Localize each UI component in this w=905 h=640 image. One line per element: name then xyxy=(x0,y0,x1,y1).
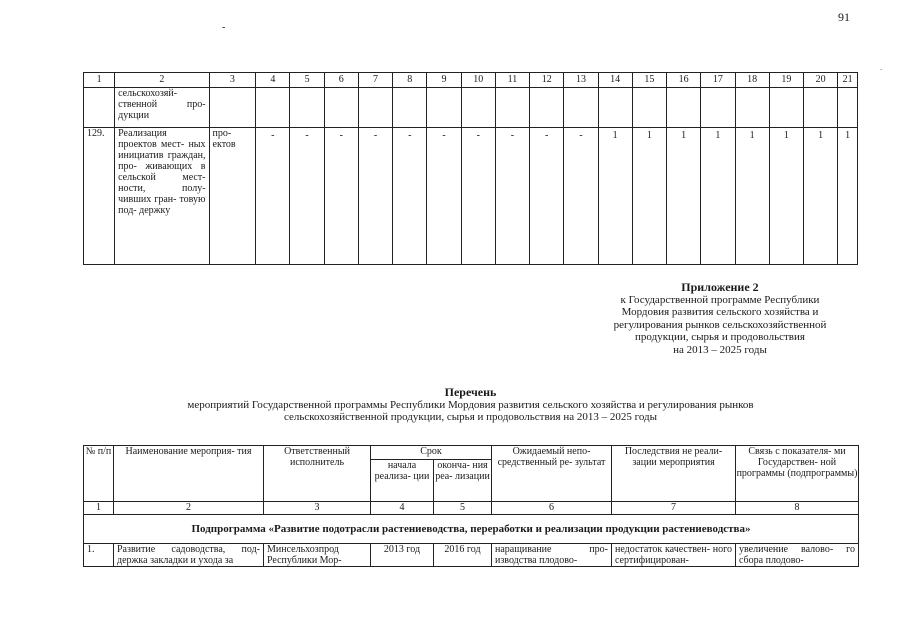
col-number: 5 xyxy=(290,73,324,88)
subprogram-row xyxy=(84,515,859,544)
col-number: 14 xyxy=(598,73,632,88)
link-cell: увеличение валово- го сбора плодово- xyxy=(739,544,855,566)
header-row xyxy=(84,446,859,460)
col-number: 10 xyxy=(461,73,495,88)
appendix-line: Мордовия развития сельского хозяйства и xyxy=(621,306,819,318)
dash-mark: - xyxy=(222,22,226,33)
column-number-row xyxy=(84,502,859,515)
col-number: 7 xyxy=(612,502,736,515)
value-cell: - xyxy=(358,128,392,265)
value-cell: - xyxy=(290,128,324,265)
header-end: оконча- ния реа- лизации xyxy=(434,460,492,502)
appendix-title: Приложение 2 xyxy=(681,280,759,294)
header-start: начала реализа- ции xyxy=(371,460,434,502)
appendix-line: продукции, сырья и продовольствия xyxy=(635,331,805,343)
unit-cell: про- ектов xyxy=(209,128,256,265)
value-cell: - xyxy=(530,128,564,265)
value-cell: - xyxy=(427,128,461,265)
list-title: Перечень xyxy=(444,385,497,399)
list-subtitle-line: сельскохозяйственной продукции, сырья и продовольствия на 2013 – 2025 годы xyxy=(283,411,658,423)
value-cell: 1 xyxy=(769,128,803,265)
value-cell: - xyxy=(461,128,495,265)
col-number: 20 xyxy=(803,73,837,88)
col-number: 21 xyxy=(838,73,858,88)
end-cell: 2016 год xyxy=(444,544,481,555)
header-result: Ожидаемый непо- средственный ре- зультат xyxy=(492,446,612,502)
subprogram-title: Подпрограмма «Развитие подотрасли растениеводства, переработки и реализации продукции растениеводства» xyxy=(84,515,859,544)
value-cell: - xyxy=(564,128,598,265)
header-executor: Ответственный исполнитель xyxy=(264,446,371,502)
col-number: 8 xyxy=(736,502,859,515)
continuation-table xyxy=(83,72,858,265)
appendix-header xyxy=(560,281,880,356)
edge-dot: . xyxy=(880,62,883,72)
col-number: 3 xyxy=(264,502,371,515)
result-cell: наращивание про- изводства плодово- xyxy=(495,544,608,566)
col-number: 2 xyxy=(114,502,264,515)
value-cell: 1 xyxy=(632,128,666,265)
measures-table xyxy=(83,445,859,567)
value-cell: 1 xyxy=(838,128,858,265)
value-cell: - xyxy=(495,128,529,265)
col-number: 4 xyxy=(371,502,434,515)
table-row xyxy=(84,88,858,128)
col-number: 6 xyxy=(324,73,358,88)
col-number: 13 xyxy=(564,73,598,88)
list-subtitle-line: мероприятий Государственной программы Республики Мордовия развития сельского хозяйства и регулирования рынков xyxy=(187,398,754,411)
value-cell: - xyxy=(256,128,290,265)
header-link: Связь с показателя- ми Государствен- ной программы (подпрограммы) xyxy=(736,446,859,502)
col-number: 4 xyxy=(256,73,290,88)
col-number: 2 xyxy=(115,73,209,88)
consequences-cell: недостаток качествен- ного сертифицирован- xyxy=(615,544,732,566)
col-number: 18 xyxy=(735,73,769,88)
value-cell: 1 xyxy=(598,128,632,265)
measure-name-cell: Реализация проектов мест- ных инициатив граждан, про- живающих в сельской мест- ности, полу- чивших гран- товую под- держку xyxy=(115,128,209,265)
col-number: 16 xyxy=(667,73,701,88)
col-number: 9 xyxy=(427,73,461,88)
appendix-line: регулирования рынков сельскохозяйственной xyxy=(613,318,827,331)
value-cell: 1 xyxy=(667,128,701,265)
header-name: Наименование мероприя- тия xyxy=(114,446,264,502)
appendix-line: на 2013 – 2025 годы xyxy=(673,343,767,356)
table-row xyxy=(84,128,858,265)
column-number-row xyxy=(84,73,858,88)
header-term: Срок xyxy=(371,446,492,460)
header-consequences: Последствия не реали- зации мероприятия xyxy=(612,446,736,502)
col-number: 19 xyxy=(769,73,803,88)
header-num: № п/п xyxy=(84,446,114,502)
col-number: 6 xyxy=(492,502,612,515)
value-cell: - xyxy=(324,128,358,265)
measure-name-cell: Развитие садоводства, под- держка закладки и ухода за xyxy=(117,544,260,566)
value-cell: - xyxy=(393,128,427,265)
start-cell: 2013 год xyxy=(383,544,421,555)
col-number: 17 xyxy=(701,73,735,88)
executor-cell: Минсельхозпрод Республики Мор- xyxy=(267,544,342,566)
col-number: 15 xyxy=(632,73,666,88)
col-number: 12 xyxy=(530,73,564,88)
col-number: 3 xyxy=(209,73,256,88)
table-row xyxy=(84,544,859,567)
list-heading xyxy=(83,386,858,424)
page-number: 91 xyxy=(838,10,850,24)
appendix-line: к Государственной программе Республики xyxy=(620,293,820,306)
col-number: 1 xyxy=(84,73,115,88)
col-number: 11 xyxy=(495,73,529,88)
row-number: 129. xyxy=(84,128,115,265)
col-number: 7 xyxy=(358,73,392,88)
value-cell: 1 xyxy=(735,128,769,265)
value-cell: 1 xyxy=(803,128,837,265)
value-cell: 1 xyxy=(701,128,735,265)
col-number: 1 xyxy=(84,502,114,515)
row-number: 1. xyxy=(87,544,95,555)
col-number: 5 xyxy=(434,502,492,515)
measure-name-cell: сельскохозяй- ственной про- дукции xyxy=(115,88,209,128)
col-number: 8 xyxy=(393,73,427,88)
